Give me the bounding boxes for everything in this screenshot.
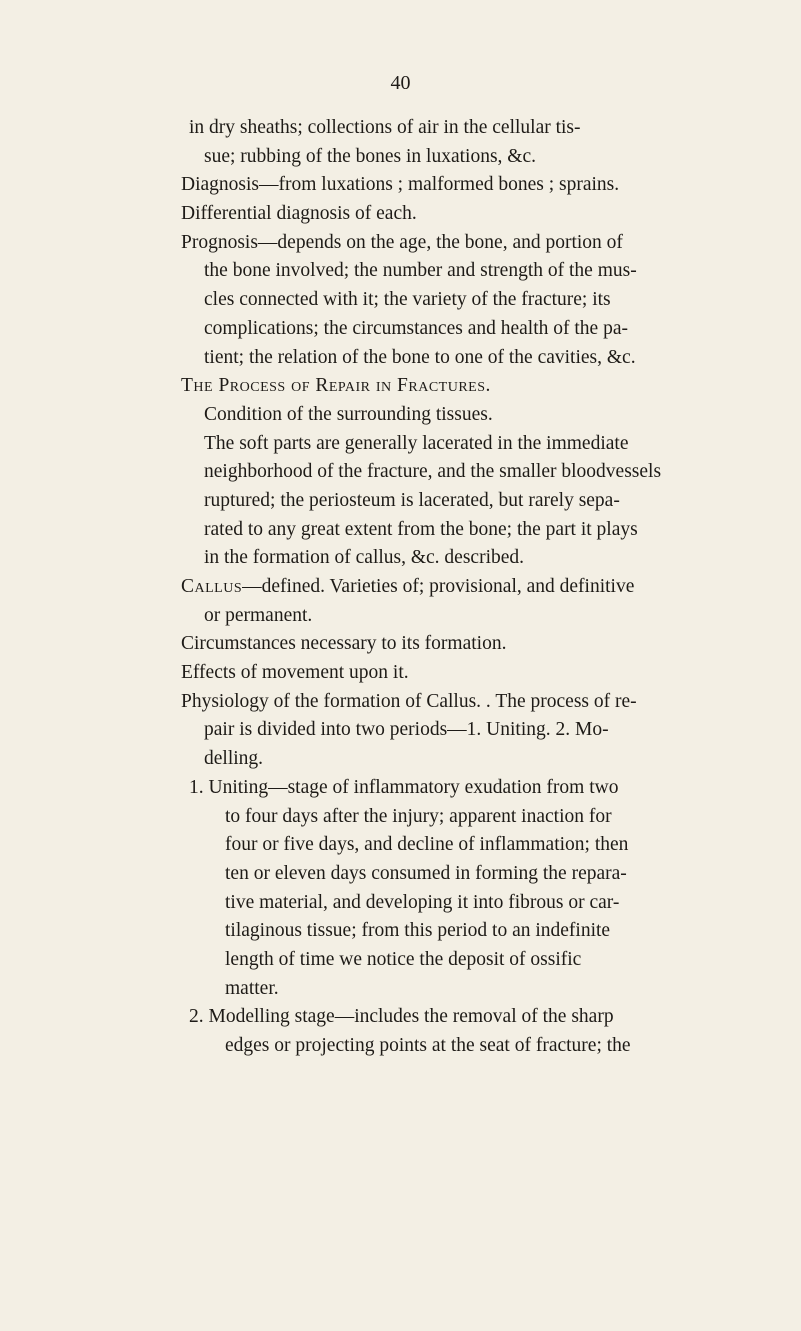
section-heading: The Process of Repair in Fractures. [181, 375, 491, 397]
text-line: tilaginous tissue; from this period to an indefinite [225, 920, 611, 942]
text-line: four or five days, and decline of inflammation; then [225, 834, 629, 856]
text-line: The soft parts are generally lacerated in the immediate [204, 432, 629, 454]
list-item-modelling: 2. Modelling stage—includes the removal of the sharp [189, 1006, 614, 1028]
page-body [181, 114, 761, 1061]
text-line: or permanent. [204, 604, 313, 626]
text-line: delling. [204, 748, 264, 770]
text-line: ruptured; the periosteum is lacerated, but rarely sepa- [204, 489, 620, 511]
text-line: in the formation of callus, &c. described. [204, 547, 525, 569]
page-number: 40 [390, 72, 411, 94]
text-line: rated to any great extent from the bone; the part it plays [204, 518, 638, 540]
text-line: sue; rubbing of the bones in luxations, &c. [204, 145, 536, 167]
text-line: in dry sheaths; collections of air in the cellular tis- [189, 117, 581, 138]
text-line: length of time we notice the deposit of ossific [225, 948, 582, 970]
text-line: to four days after the injury; apparent inaction for [225, 805, 612, 827]
text-line: tient; the relation of the bone to one of the cavities, &c. [204, 346, 636, 368]
text-line: Diagnosis—from luxations ; malformed bones ; sprains. [181, 174, 620, 196]
text-line: the bone involved; the number and strength of the mus- [204, 260, 637, 282]
text-line: Differential diagnosis of each. [181, 203, 417, 225]
text-line: Effects of movement upon it. [181, 662, 409, 684]
text-line: ten or eleven days consumed in forming the repara- [225, 862, 627, 884]
text-line: Prognosis—depends on the age, the bone, and portion of [181, 231, 623, 253]
text-line: Circumstances necessary to its formation. [181, 633, 507, 655]
text-line: complications; the circumstances and health of the pa- [204, 317, 628, 339]
text-line: pair is divided into two periods—1. Uniting. 2. Mo- [204, 719, 609, 741]
list-item-uniting: 1. Uniting—stage of inflammatory exudation from two [189, 776, 619, 798]
text-line: Physiology of the formation of Callus. . The process of re- [181, 690, 637, 712]
text-line: neighborhood of the fracture, and the smaller bloodvessels [204, 461, 662, 483]
text-line: tive material, and developing it into fibrous or car- [225, 891, 620, 913]
callus-definition-line: Callus—defined. Varieties of; provisional, and definitive [181, 576, 635, 597]
text-line: edges or projecting points at the seat of fracture; the [225, 1035, 631, 1056]
text-line: cles connected with it; the variety of the fracture; its [204, 289, 611, 311]
text-line: Condition of the surrounding tissues. [204, 403, 493, 425]
text-line: matter. [225, 977, 279, 999]
